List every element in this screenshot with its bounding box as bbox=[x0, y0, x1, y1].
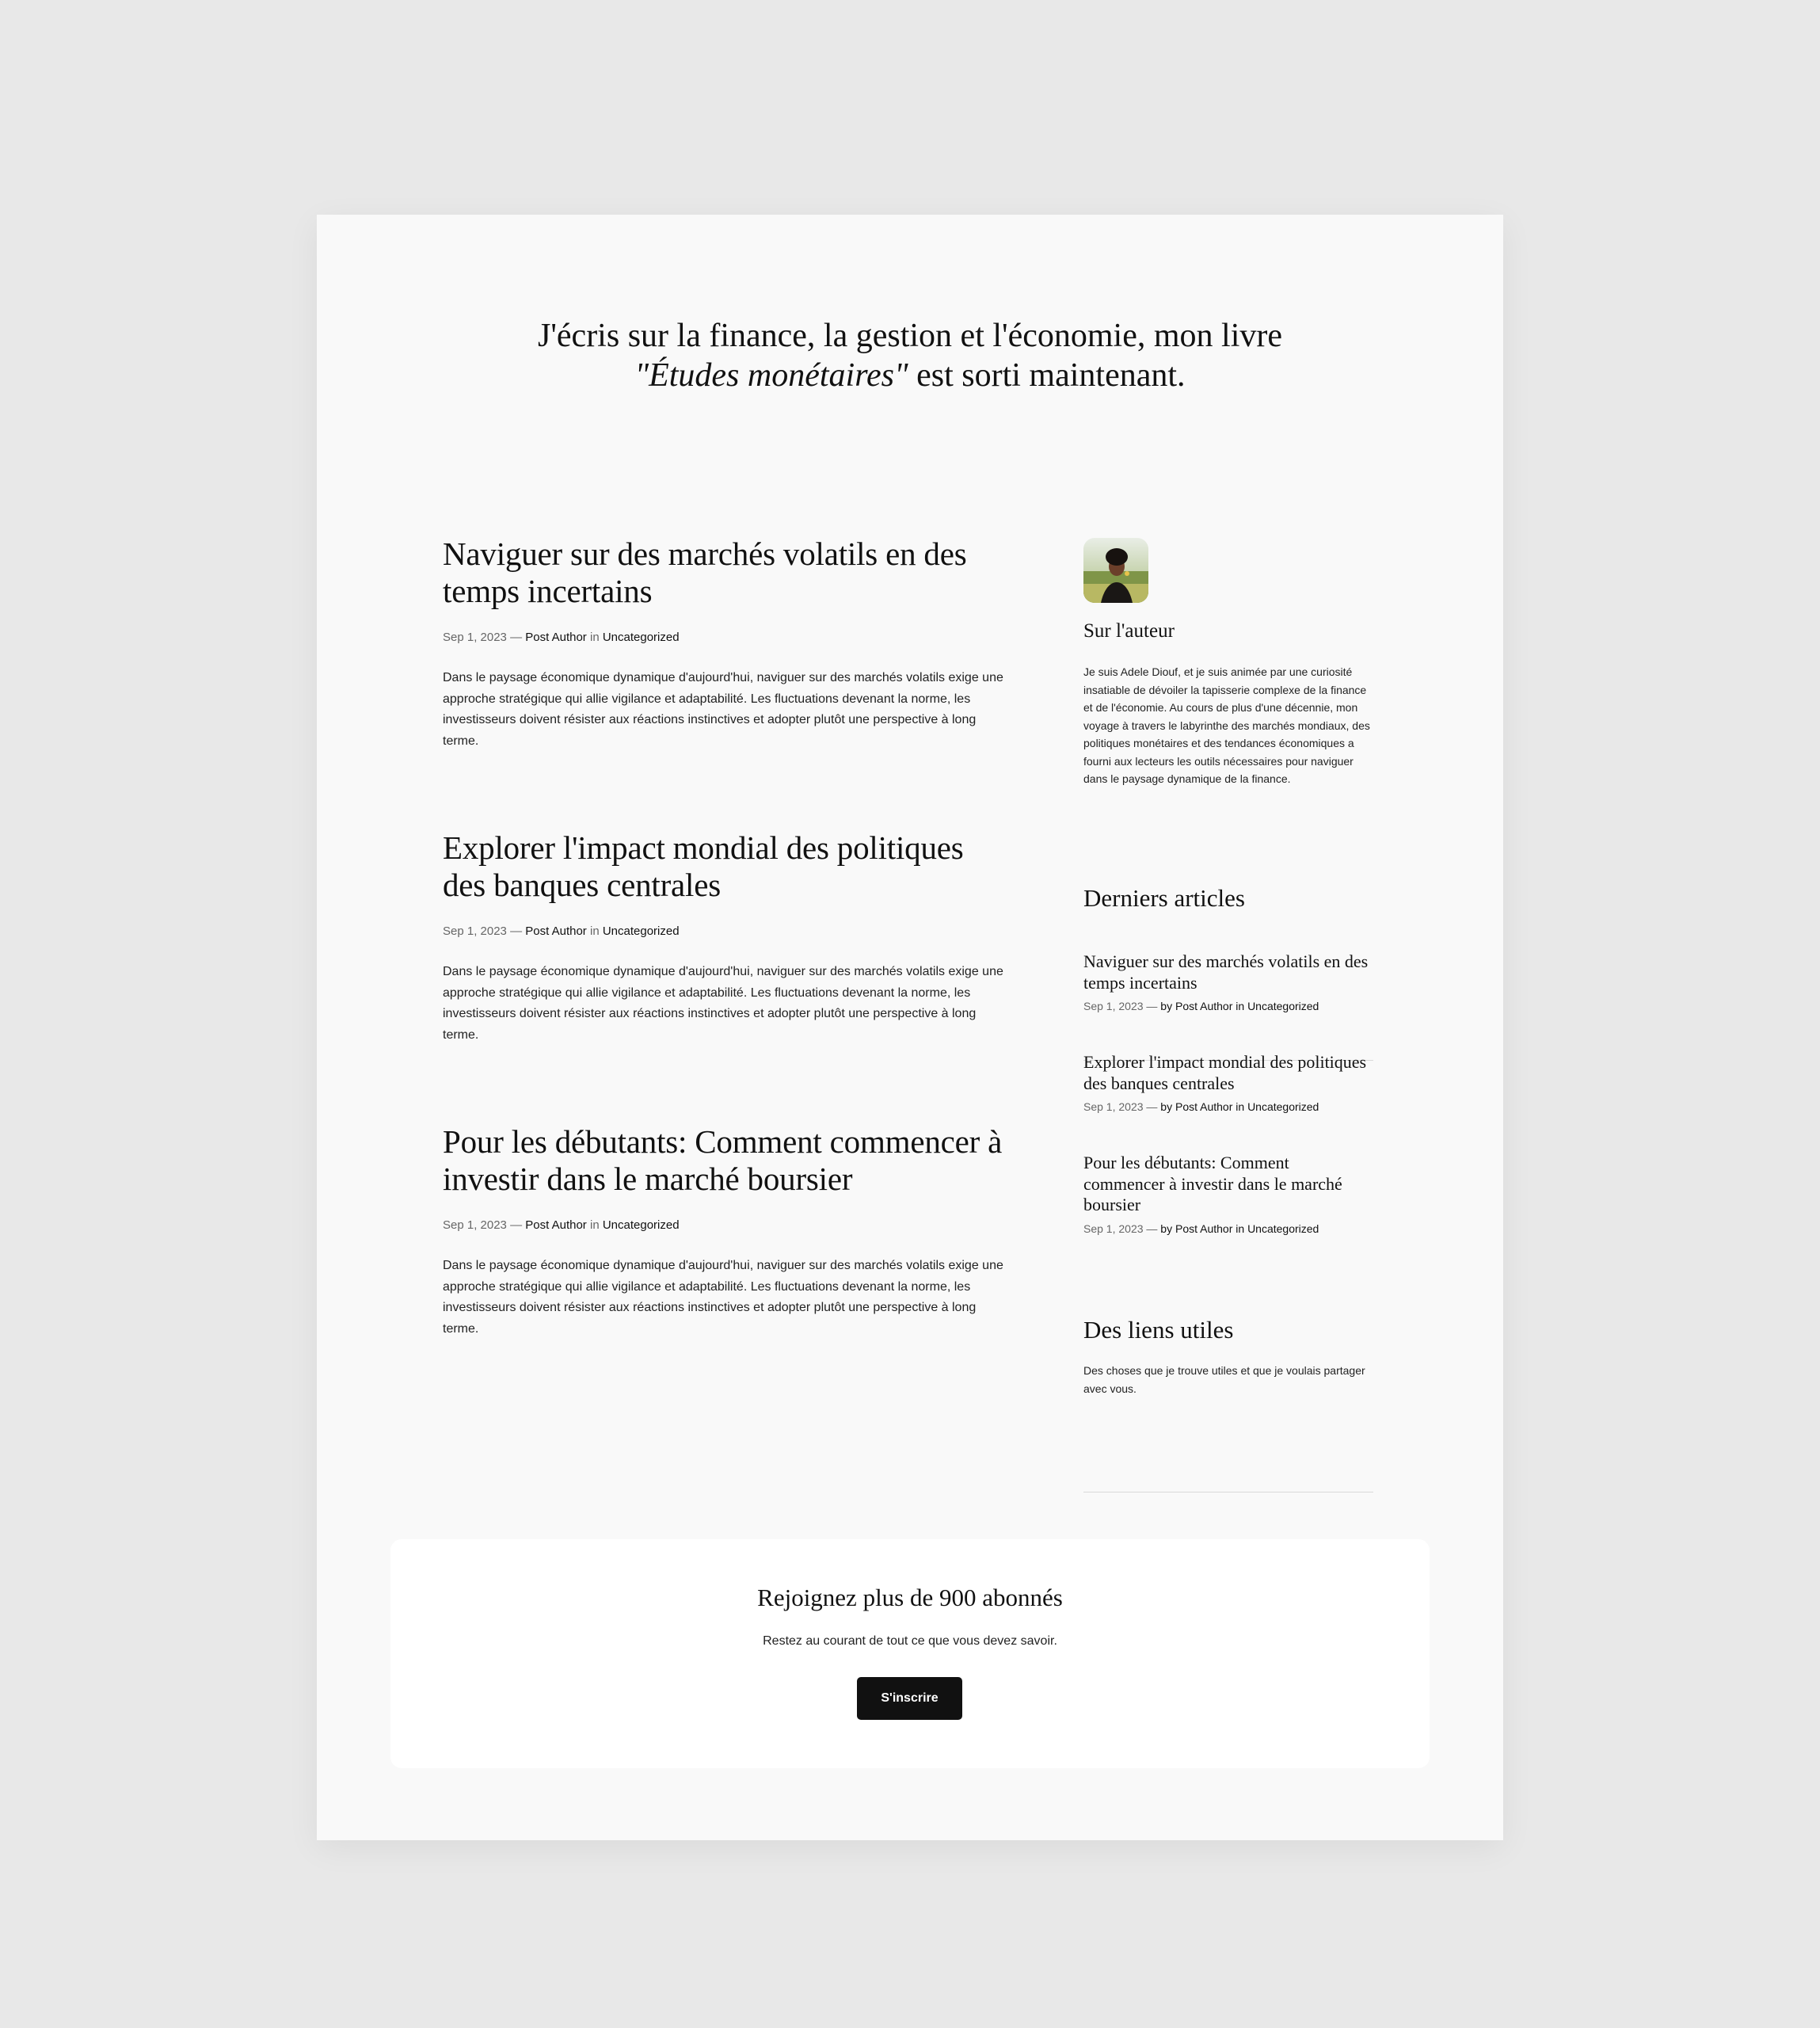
post-date[interactable]: Sep 1, 2023 bbox=[443, 924, 507, 938]
recent-post-meta bbox=[1083, 1222, 1373, 1235]
meta-in: in bbox=[589, 1218, 600, 1232]
post-meta bbox=[443, 924, 1013, 938]
post-date[interactable]: Sep 1, 2023 bbox=[443, 631, 507, 644]
recent-post-date[interactable]: Sep 1, 2023 bbox=[1083, 1100, 1144, 1113]
post-date[interactable]: Sep 1, 2023 bbox=[443, 1218, 507, 1232]
post-title-link[interactable]: Pour les débutants: Comment commencer à investir dans le marché boursier bbox=[443, 1123, 1003, 1197]
post-excerpt: Dans le paysage économique dynamique d'aujourd'hui, naviguer sur des marchés volatils exige une approche stratégique qui allie vigilance et adaptabilité. Les fluctuations devenant la norme, les investisseurs doivent résister aux réactions instinctives et adopter plutôt une perspective à long terme. bbox=[443, 965, 1003, 1042]
recent-post-date[interactable]: Sep 1, 2023 bbox=[1083, 1222, 1144, 1235]
post-meta bbox=[443, 631, 1013, 644]
post-category-link[interactable]: Uncategorized bbox=[602, 1218, 680, 1232]
about-text: Je suis Adele Diouf, et je suis animée par une curiosité insatiable de dévoiler la tapisserie complexe de la finance et de l'économie. Au cours de plus d'une décennie, mon voyage à travers le labyrinthe des marchés mondiaux, des politiques monétaires et des tendances économiques a fourni aux lecteurs les outils nécessaires pour naviguer dans le paysage dynamique de la finance. bbox=[1083, 665, 1370, 785]
about-heading: Sur l'auteur bbox=[1083, 620, 1175, 642]
post-item bbox=[443, 829, 1013, 1058]
subscribe-button[interactable]: S'inscrire bbox=[857, 1677, 962, 1720]
meta-separator: — bbox=[1146, 1100, 1158, 1113]
author-avatar bbox=[1083, 538, 1148, 603]
meta-by: by bbox=[1160, 1000, 1173, 1012]
meta-in: in bbox=[589, 631, 600, 644]
recent-post-title-link[interactable]: Pour les débutants: Comment commencer à investir dans le marché boursier bbox=[1083, 1153, 1342, 1214]
meta-by: by bbox=[1160, 1222, 1173, 1235]
meta-separator: — bbox=[1146, 1222, 1158, 1235]
post-title-link[interactable]: Naviguer sur des marchés volatils en des temps incertains bbox=[443, 536, 967, 609]
meta-in: in bbox=[589, 924, 600, 938]
post-meta bbox=[443, 1218, 1013, 1232]
post-item bbox=[443, 1123, 1013, 1352]
useful-links-description: Des choses que je trouve utiles et que je voulais partager avec vous. bbox=[1083, 1364, 1365, 1395]
recent-post-date[interactable]: Sep 1, 2023 bbox=[1083, 1000, 1144, 1012]
post-author-link[interactable]: Post Author bbox=[525, 631, 587, 644]
author-photo-icon bbox=[1083, 538, 1148, 603]
recent-post-item bbox=[1083, 1153, 1373, 1235]
subscribe-section bbox=[390, 1539, 1430, 1768]
meta-separator: — bbox=[1146, 1000, 1158, 1012]
subscribe-heading: Rejoignez plus de 900 abonnés bbox=[757, 1584, 1063, 1611]
post-author-link[interactable]: Post Author bbox=[525, 924, 587, 938]
tagline-text-end: est sorti maintenant. bbox=[908, 357, 1186, 395]
meta-separator: — bbox=[510, 1218, 523, 1232]
post-category-link[interactable]: Uncategorized bbox=[602, 924, 680, 938]
useful-links-heading: Des liens utiles bbox=[1083, 1316, 1234, 1344]
post-category-link[interactable]: Uncategorized bbox=[602, 631, 680, 644]
recent-post-category-link[interactable]: Uncategorized bbox=[1247, 1100, 1319, 1113]
post-excerpt: Dans le paysage économique dynamique d'aujourd'hui, naviguer sur des marchés volatils exige une approche stratégique qui allie vigilance et adaptabilité. Les fluctuations devenant la norme, les investisseurs doivent résister aux réactions instinctives et adopter plutôt une perspective à long terme. bbox=[443, 671, 1003, 748]
recent-post-author-link[interactable]: Post Author bbox=[1175, 1000, 1233, 1012]
recent-post-item bbox=[1083, 1052, 1373, 1113]
recent-post-category-link[interactable]: Uncategorized bbox=[1247, 1000, 1319, 1012]
subscribe-subtitle: Restez au courant de tout ce que vous devez savoir. bbox=[763, 1634, 1057, 1648]
meta-by: by bbox=[1160, 1100, 1173, 1113]
recent-post-title-link[interactable]: Naviguer sur des marchés volatils en des temps incertains bbox=[1083, 951, 1369, 993]
post-item bbox=[443, 536, 1013, 764]
tagline-text: J'écris sur la finance, la gestion et l'économie, mon livre bbox=[538, 318, 1282, 355]
meta-in: in bbox=[1236, 1000, 1245, 1012]
meta-separator: — bbox=[510, 631, 523, 644]
post-author-link[interactable]: Post Author bbox=[525, 1218, 587, 1232]
post-title-link[interactable]: Explorer l'impact mondial des politiques des banques centrales bbox=[443, 829, 964, 903]
recent-posts-heading: Derniers articles bbox=[1083, 884, 1245, 912]
meta-in: in bbox=[1236, 1222, 1245, 1235]
recent-post-author-link[interactable]: Post Author bbox=[1175, 1100, 1233, 1113]
site-tagline bbox=[317, 316, 1503, 395]
recent-post-meta bbox=[1083, 1000, 1373, 1012]
recent-post-title-link[interactable]: Explorer l'impact mondial des politiques des banques centrales bbox=[1083, 1052, 1367, 1093]
recent-post-category-link[interactable]: Uncategorized bbox=[1247, 1222, 1319, 1235]
recent-post-author-link[interactable]: Post Author bbox=[1175, 1222, 1233, 1235]
page-card bbox=[317, 215, 1503, 1840]
post-excerpt: Dans le paysage économique dynamique d'aujourd'hui, naviguer sur des marchés volatils exige une approche stratégique qui allie vigilance et adaptabilité. Les fluctuations devenant la norme, les investisseurs doivent résister aux réactions instinctives et adopter plutôt une perspective à long terme. bbox=[443, 1259, 1003, 1336]
meta-in: in bbox=[1236, 1100, 1245, 1113]
recent-post-item bbox=[1083, 951, 1373, 1012]
tagline-book-title: "Études monétaires" bbox=[634, 357, 908, 395]
recent-post-meta bbox=[1083, 1100, 1373, 1113]
meta-separator: — bbox=[510, 924, 523, 938]
